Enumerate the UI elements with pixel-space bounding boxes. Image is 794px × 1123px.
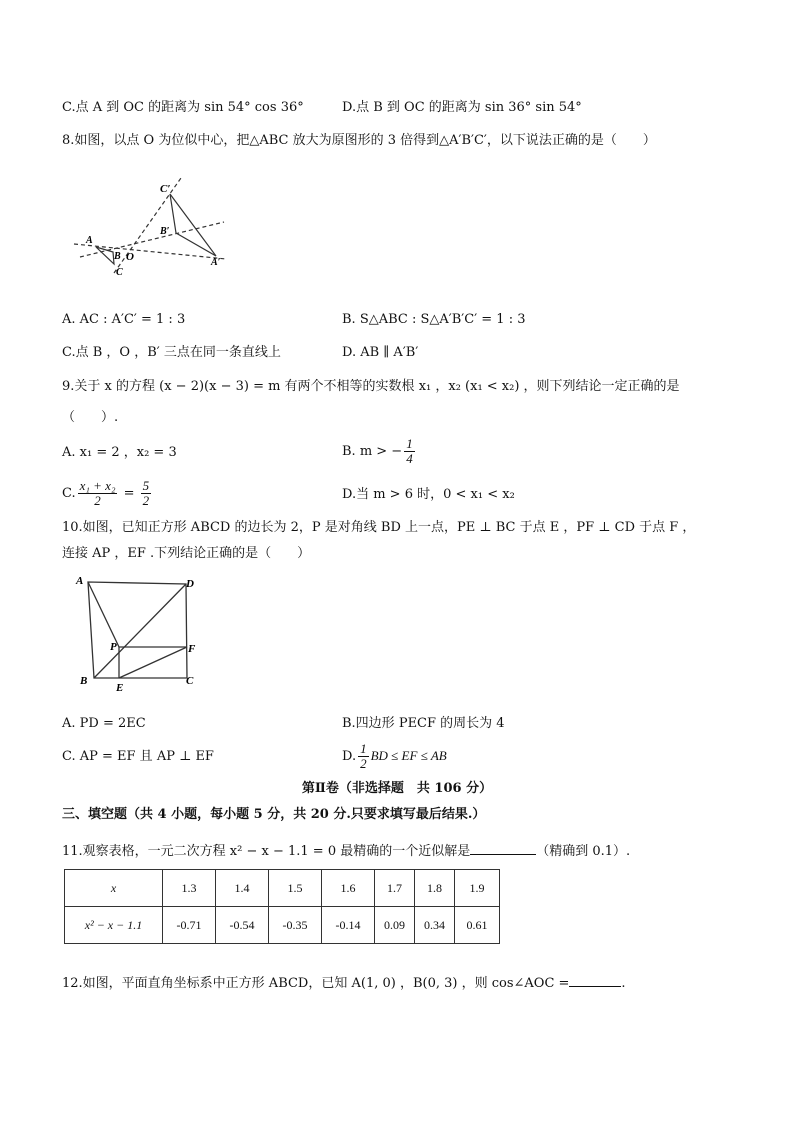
table-cell: 0.09: [375, 907, 415, 944]
q10-label-e: E: [116, 682, 124, 694]
table-cell: 1.9: [455, 870, 500, 907]
q8-triangle-large: [170, 194, 216, 256]
q10-label-p: P: [110, 641, 117, 653]
q9-option-c-rfraction: [141, 479, 152, 508]
q9-option-d: D.当 m > 6 时，0 < x₁ < x₂: [342, 487, 515, 502]
table-header-x: x: [65, 870, 163, 907]
q8-label-o: O: [126, 251, 134, 263]
q9-stem-cont: （ ）.: [62, 410, 119, 425]
q8-figure: [66, 172, 236, 284]
q11-stem-b: （精确到 0.1）.: [536, 844, 631, 859]
q8-option-a: A. AC : A′C′ = 1 : 3: [62, 312, 186, 327]
table-cell: 1.7: [375, 870, 415, 907]
q10-option-a: A. PD = 2EC: [62, 716, 146, 731]
q9-option-c-den: 2: [94, 493, 101, 508]
q9-option-c-fraction: [78, 479, 118, 508]
q10-square: [88, 582, 187, 678]
q8-label-b: B: [114, 251, 121, 262]
q10-option-d-num: 1: [360, 741, 367, 756]
table-cell: 1.5: [269, 870, 322, 907]
table-cell: 1.3: [163, 870, 216, 907]
q9-option-c: [62, 476, 153, 512]
q8-label-a-prime: A′: [211, 257, 221, 268]
table-cell: 0.34: [415, 907, 455, 944]
q10-option-d-den: 2: [360, 756, 367, 771]
q9-stem: 9.关于 x 的方程 (x − 2)(x − 3) = m 有两个不相等的实数根 x₁ ，x₂ (x₁ < x₂) ，则下列结论一定正确的是: [62, 379, 680, 394]
q7-option-d: D.点 B 到 OC 的距离为 sin 36° sin 54°: [342, 100, 582, 115]
q10-option-d-prefix: D.: [342, 749, 357, 764]
table-cell: -0.71: [163, 907, 216, 944]
q8-label-c-prime: C′: [160, 183, 171, 195]
q8-stem: 8.如图，以点 O 为位似中心，把△ABC 放大为原图形的 3 倍得到△A′B′C′，以下说法正确的是（ ）: [62, 133, 656, 148]
q9-option-b-prefix: B. m > −: [342, 444, 403, 459]
q8-label-b-prime: B′: [160, 226, 170, 237]
q10-option-d-rest: BD ≤ EF ≤ AB: [370, 748, 447, 763]
q10-segment-ap: [88, 582, 119, 647]
q8-option-d: D. AB ∥ A′B′: [342, 345, 419, 360]
q8-triangle-small: [96, 247, 114, 264]
table-cell: 1.6: [322, 870, 375, 907]
q9-option-b-den: 4: [406, 451, 413, 466]
q9-option-c-num: x₁ + x₂: [79, 478, 116, 493]
table-row: [65, 907, 500, 944]
q10-label-b: B: [80, 675, 88, 687]
q8-option-b: B. S△ABC : S△A′B′C′ = 1 : 3: [342, 312, 526, 327]
table-row: [65, 870, 500, 907]
q11-answer-blank[interactable]: [470, 840, 536, 855]
q11-stem-a: 11.观察表格，一元二次方程 x² − x − 1.1 = 0 最精确的一个近似解是: [62, 844, 471, 859]
table-cell: -0.54: [216, 907, 269, 944]
q12-stem: [62, 972, 626, 993]
q12-answer-blank[interactable]: [569, 972, 621, 987]
q10-diagonal-bd: [94, 584, 186, 678]
q7-option-c: C.点 A 到 OC 的距离为 sin 54° cos 36°: [62, 100, 304, 115]
q9-option-a: A. x₁ = 2 ，x₂ = 3: [62, 445, 177, 460]
q12-stem-a: 12.如图，平面直角坐标系中正方形 ABCD，已知 A(1, 0) ，B(0, 3) ，则 cos∠AOC =: [62, 976, 570, 991]
q8-ray-a-a-prime: [74, 244, 226, 259]
q8-ray-c-c-prime: [114, 178, 181, 273]
q10-stem: 10.如图，已知正方形 ABCD 的边长为 2，P 是对角线 BD 上一点，PE ⊥ BC 于点 E ，PF ⊥ CD 于点 F ，: [62, 520, 696, 535]
table-cell: 0.61: [455, 907, 500, 944]
q10-label-d: D: [186, 578, 194, 590]
q10-option-b: B.四边形 PECF 的周长为 4: [342, 716, 505, 731]
section-2-title: 第Ⅱ卷（非选择题 共 106 分）: [301, 781, 493, 796]
q8-option-c: C.点 B ，O ，B′ 三点在同一条直线上: [62, 345, 281, 360]
table-cell: -0.35: [269, 907, 322, 944]
q9-option-c-eq: =: [123, 486, 135, 501]
q9-option-b-fraction: [404, 437, 415, 466]
q9-option-c-rnum: 5: [142, 478, 150, 493]
q9-option-c-rden: 2: [142, 493, 150, 508]
table-header-expression: x² − x − 1.1: [65, 907, 163, 944]
table-cell: 1.8: [415, 870, 455, 907]
q9-option-c-prefix: C.: [62, 486, 76, 501]
q8-label-a: A: [86, 235, 93, 246]
q10-option-c: C. AP = EF 且 AP ⊥ EF: [62, 749, 214, 764]
q10-option-d-fraction: [358, 742, 369, 771]
q10-option-d: [342, 738, 447, 775]
q9-option-b-num: 1: [406, 436, 413, 451]
part-3-heading: 三、填空题（共 4 小题，每小题 5 分，共 20 分.只要求填写最后结果.）: [62, 807, 486, 822]
q10-figure: [72, 572, 202, 694]
q10-label-c: C: [186, 675, 194, 687]
q10-segment-ef: [119, 647, 187, 678]
table-cell: -0.14: [322, 907, 375, 944]
table-cell: 1.4: [216, 870, 269, 907]
q11-table: [64, 869, 500, 944]
q11-stem: [62, 840, 630, 861]
q10-label-f: F: [188, 643, 196, 655]
q10-stem-cont: 连接 AP ，EF .下列结论正确的是（ ）: [62, 546, 311, 561]
q10-label-a: A: [76, 575, 84, 587]
q12-stem-b: .: [621, 976, 626, 991]
q9-option-b: [342, 434, 417, 470]
q8-label-c: C: [116, 267, 123, 278]
